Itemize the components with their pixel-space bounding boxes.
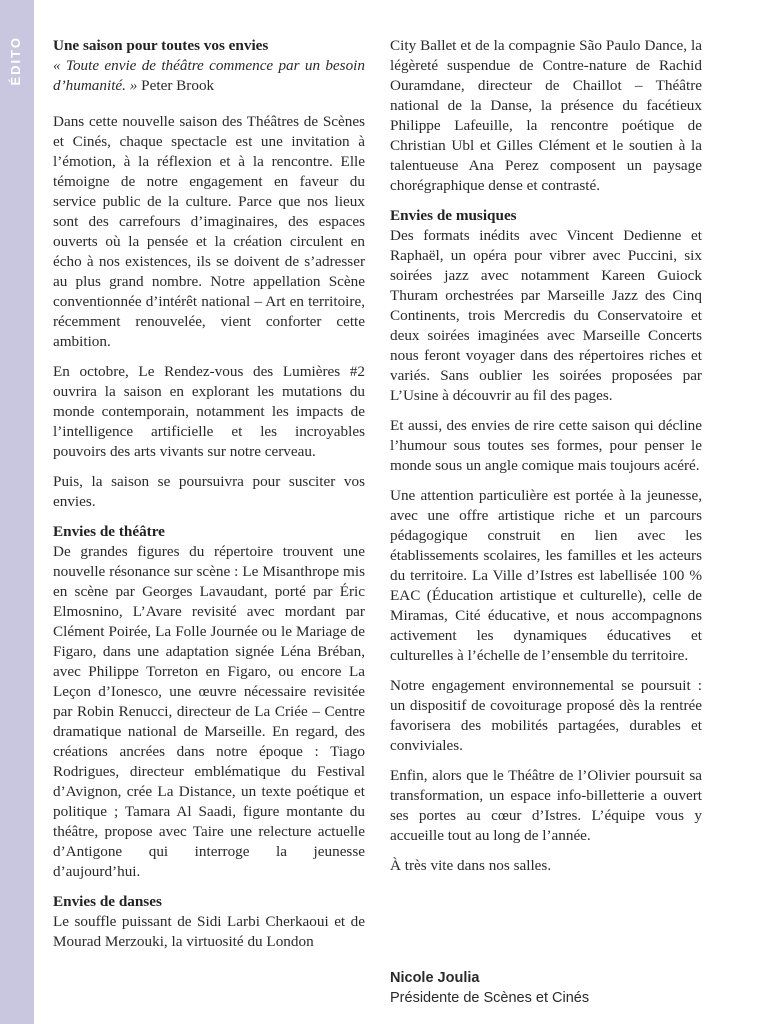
rendezvous-paragraph: En octobre, Le Rendez-vous des Lumières #2 ouvrira la saison en explorant les mutations du monde contemporain, notamment les impacts de l’intelligence artificielle et les incroyables pouvoirs des arts vivants sur notre cerveau. xyxy=(53,363,365,460)
theatre-paragraph: De grandes figures du répertoire trouvent une nouvelle résonance sur scène : Le Misanthrope mis en scène par Georges Lavaudant, porté par Éric Elmosnino, L’Avare revisité avec mordant par Clément Poirée, La Folle Journée ou le Mariage de Figaro, dans une adaptation signée Léna Bréban, avec Philippe Torreton en Figaro, ou encore La Leçon d’Ionesco, une œuvre nécessaire revisitée par Robin Renucci, directeur de La Criée – Centre dramatique national de Marseille. En regard, des créations ancrées dans notre époque : Tiago Rodrigues, directeur emblématique du Festival d’Avignon, crée La Distance, un texte poétique et politique ; Tamara Al Saadi, figure montante du théâtre, propose avec Taire une relecture actuelle d’Antigone qui interroge la jeunesse d’aujourd’hui. xyxy=(53,543,365,880)
musique-heading: Envies de musiques xyxy=(390,207,517,224)
edito-side-band xyxy=(0,0,34,1024)
danse-paragraph-continued: City Ballet et de la compagnie São Paulo Dance, la légèreté suspendue de Contre-nature de Rachid Ouramdane, directeur de Chaillot – Théâtre national de la Danse, la présence du facétieux Philippe Lafeuille, la rencontre poétique de Christian Ubl et Gilles Clément et le soutien à la talentueuse Ana Perez composent un paysage chorégraphique dense et contrasté. xyxy=(390,37,702,194)
environnement-paragraph: Notre engagement environnemental se poursuit : un dispositif de covoiturage proposé dès la rentrée favorisera des mobilités partagées, durables et conviviales. xyxy=(390,677,702,754)
theatre-heading: Envies de théâtre xyxy=(53,523,165,540)
signature-role: Présidente de Scènes et Cinés xyxy=(390,990,590,1006)
olivier-paragraph: Enfin, alors que le Théâtre de l’Olivier poursuit sa transformation, un espace info-billetterie a ouvert ses portes au cœur d’Istres. L’équipe vous y accueille tout au long de l’année. xyxy=(390,767,702,844)
left-column xyxy=(53,36,365,962)
intro-paragraph: Dans cette nouvelle saison des Théâtres de Scènes et Cinés, chaque spectacle est une invitation à l’émotion, à la réflexion et à la rencontre. Elle témoigne de notre engagement en faveur du service public de la culture. Parce que nos lieux sont des carrefours d’imaginaires, des espaces ouverts où la pensée et la création circulent en écho à nos existences, ils se doivent de s’adresser au plus grand nombre. Notre appellation Scène conventionnée d’intérêt national – Art en territoire, récemment renouvelée, vient conforter cette ambition. xyxy=(53,113,365,350)
danse-heading: Envies de danses xyxy=(53,893,162,910)
musique-paragraph: Des formats inédits avec Vincent Dedienne et Raphaël, un opéra pour vibrer avec Puccini, six soirées jazz avec notamment Kareen Guiock Thuram orchestrées par Marseille Jazz des Cinq Continents, trois Mercredis du Conservatoire et deux soirées imaginées avec Marseille Concerts nous feront voyager dans des répertoires riches et variés. Sans oublier les soirées proposées par L’Usine à découvrir au fil des pages. xyxy=(390,227,702,404)
epigraph-author: Peter Brook xyxy=(141,77,215,94)
season-paragraph: Puis, la saison se poursuivra pour susciter vos envies. xyxy=(53,473,365,510)
section-label: ÉDITO xyxy=(8,36,23,86)
epigraph-quote: « Toute envie de théâtre commence par un besoin d’humanité. » xyxy=(53,57,365,94)
epigraph xyxy=(53,56,365,96)
closing-line: À très vite dans nos salles. xyxy=(390,857,552,874)
page-title: Une saison pour toutes vos envies xyxy=(53,37,269,54)
signature-name: Nicole Joulia xyxy=(390,970,480,986)
right-column xyxy=(390,36,702,886)
signature-block xyxy=(390,968,710,1008)
humour-paragraph: Et aussi, des envies de rire cette saison qui décline l’humour sous toutes ses formes, pour penser le monde sous un angle comique mais toujours acéré. xyxy=(390,417,702,474)
jeunesse-paragraph: Une attention particulière est portée à la jeunesse, avec une offre artistique riche et un parcours pédagogique construit en lien avec les établissements scolaires, les familles et les acteurs du territoire. La Ville d’Istres est labellisée 100 % EAC (Éducation artistique et culturelle), celle de Miramas, Cité éducative, et nous accompagnons activement les dynamiques éducatives et culturelles à l’échelle de l’ensemble du territoire. xyxy=(390,487,702,664)
danse-paragraph: Le souffle puissant de Sidi Larbi Cherkaoui et de Mourad Merzouki, la virtuosité du London xyxy=(53,913,365,950)
